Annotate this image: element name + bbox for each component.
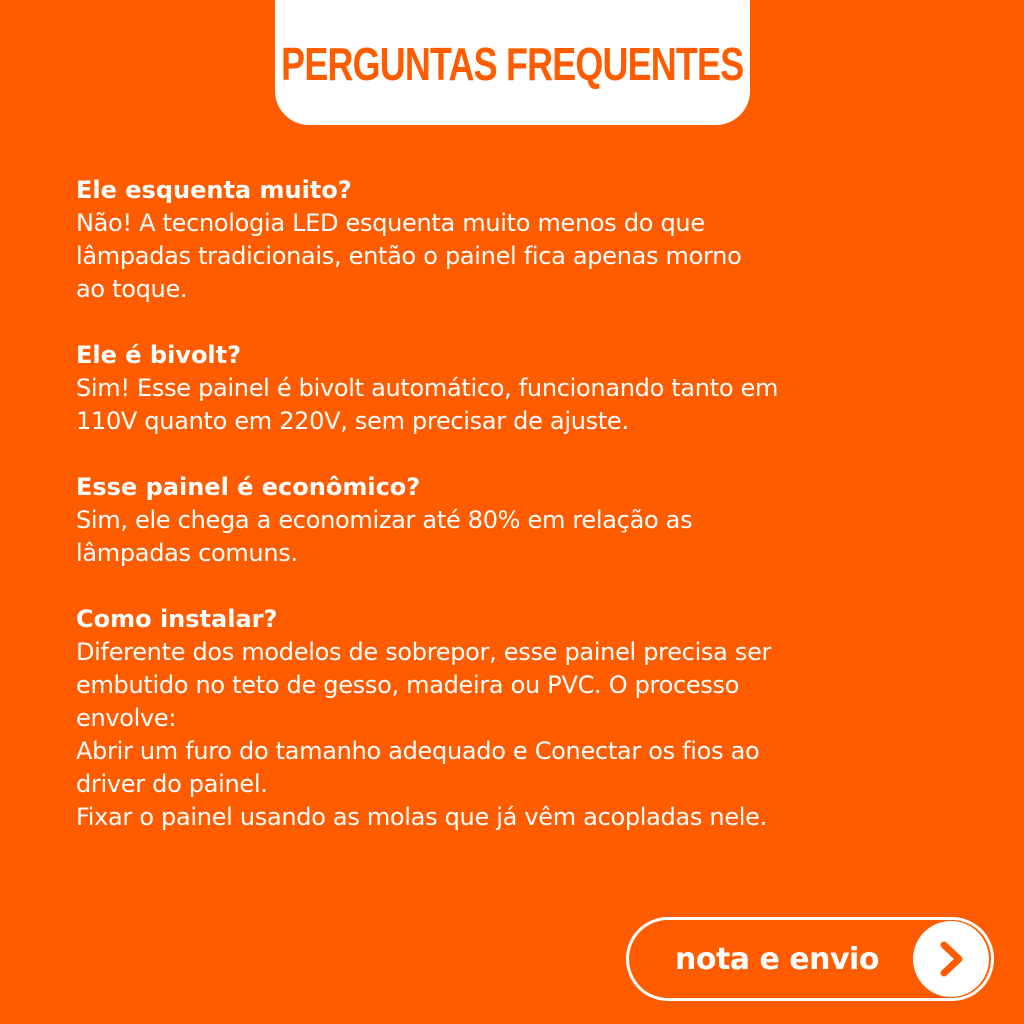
nota-e-envio-button[interactable] xyxy=(626,917,994,1001)
chevron-right-icon-glyph xyxy=(931,939,971,979)
faq-question: Como instalar? xyxy=(76,605,278,633)
faq-question: Esse painel é econômico? xyxy=(76,473,421,501)
page-title: PERGUNTAS FREQUENTES xyxy=(281,38,744,90)
faq-answer: Diferente dos modelos de sobrepor, esse painel precisa ser embutido no teto de gesso, madeira ou PVC. O processo envolve: Abrir um furo do tamanho adequado e Conectar os fios ao driver do painel. Fixar o painel usando as molas que já vêm acopladas nele. xyxy=(76,638,772,831)
faq-item xyxy=(76,339,976,438)
faq-answer: Sim, ele chega a economizar até 80% em relação as lâmpadas comuns. xyxy=(76,506,693,567)
faq-list xyxy=(76,174,976,867)
cta-label: nota e envio xyxy=(675,941,879,977)
faq-item xyxy=(76,603,976,834)
faq-item xyxy=(76,471,976,570)
faq-answer: Não! A tecnologia LED esquenta muito menos do que lâmpadas tradicionais, então o painel fica apenas morno ao toque. xyxy=(76,209,742,303)
faq-question: Ele é bivolt? xyxy=(76,341,242,369)
chevron-right-icon[interactable] xyxy=(913,921,989,997)
faq-answer: Sim! Esse painel é bivolt automático, funcionando tanto em 110V quanto em 220V, sem precisar de ajuste. xyxy=(76,374,779,435)
title-banner xyxy=(275,0,750,125)
faq-item xyxy=(76,174,976,306)
faq-question: Ele esquenta muito? xyxy=(76,176,352,204)
